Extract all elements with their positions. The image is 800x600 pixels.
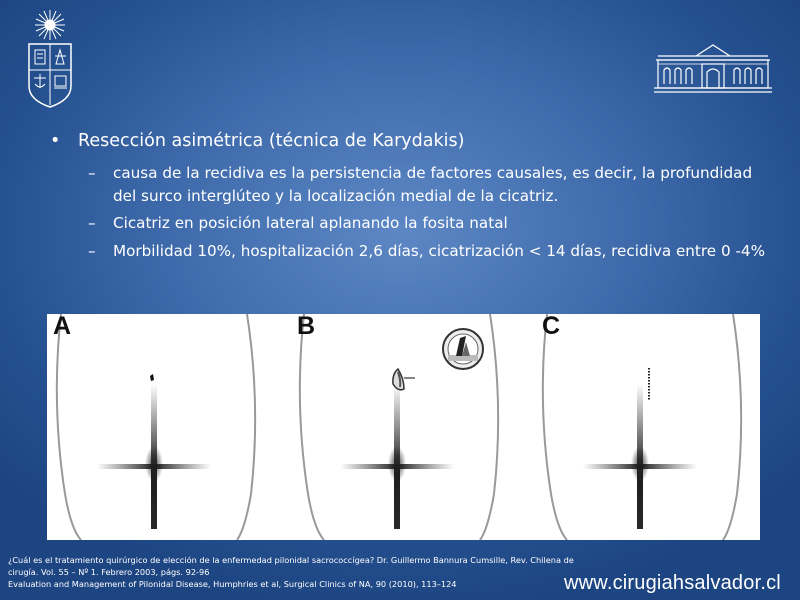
references	[8, 554, 588, 590]
dash-marker: –	[88, 164, 96, 182]
panel-b-buttocks	[300, 314, 498, 540]
sub-bullet	[48, 162, 768, 207]
panel-label-b: B	[297, 314, 316, 340]
university-crest-logo	[26, 8, 74, 108]
hospital-building-logo	[652, 42, 774, 94]
surgical-illustration	[47, 314, 760, 540]
panel-a-buttocks	[57, 314, 255, 540]
reference-item: ¿Cuál es el tratamiento quirúrgico de elección de la enfermedad pilonidal sacrococcígea? Dr. Guillermo Bannura Cumsille, Rev. Chilena de cirugía. Vol. 55 – Nº 1. Febrero 2003, págs. 92-96	[8, 555, 574, 577]
sub-bullet-text: causa de la recidiva es la persistencia de factores causales, es decir, la profundidad del surco interglúteo y la localización medial de la cicatriz.	[113, 164, 753, 205]
sub-bullet	[48, 240, 768, 263]
panel-label-c: C	[542, 314, 561, 340]
sub-bullet-text: Morbilidad 10%, hospitalización 2,6 días, cicatrización < 14 días, recidiva entre 0 -4%	[113, 241, 766, 260]
reference-item: Evaluation and Management of Pilonidal Disease, Humphries et al, Surgical Clinics of NA, 90 (2010), 113–124	[8, 579, 457, 589]
main-bullet-text: Resección asimétrica (técnica de Karydakis)	[78, 131, 465, 151]
slide-bullet-list	[48, 128, 768, 262]
bullet-marker: •	[50, 131, 61, 151]
dash-marker: –	[88, 214, 96, 232]
sub-bullet	[48, 212, 768, 235]
panel-c-buttocks	[543, 314, 741, 540]
panel-label-a: A	[53, 314, 72, 340]
main-bullet	[48, 128, 768, 154]
dash-marker: –	[88, 241, 96, 260]
website-url: www.cirugiahsalvador.cl	[564, 572, 781, 594]
sub-bullet-text: Cicatriz en posición lateral aplanando la fosita natal	[113, 214, 508, 232]
